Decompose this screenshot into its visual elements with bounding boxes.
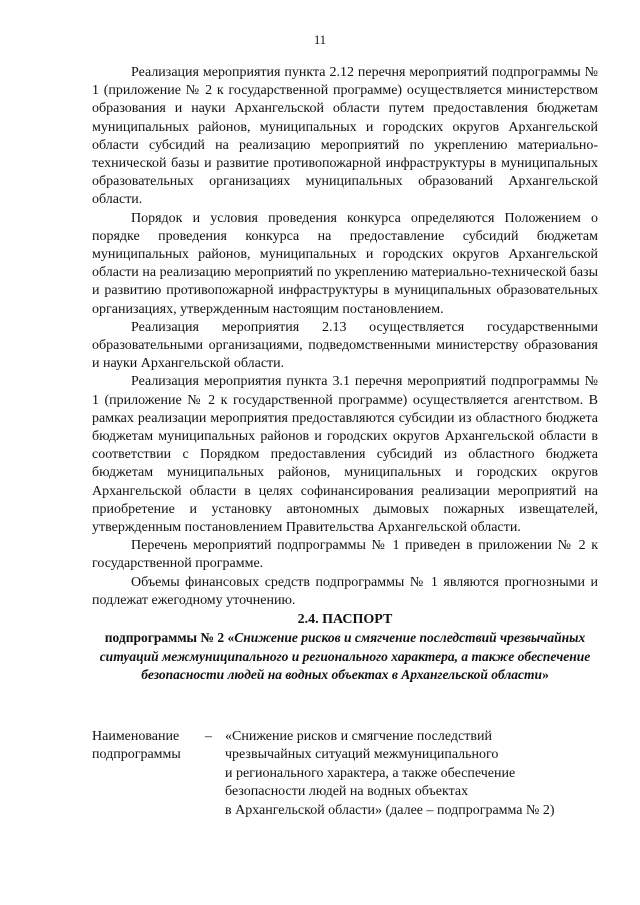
- label-line: Наименование: [92, 729, 180, 744]
- value-line: «Снижение рисков и смягчение последствий: [225, 729, 492, 744]
- paragraph: Перечень мероприятий подпрограммы № 1 приведен в приложении № 2 к государственной программе.: [92, 538, 598, 572]
- subtitle-prefix: подпрограммы № 2 «: [104, 630, 235, 646]
- section-subtitle: [92, 629, 598, 684]
- subtitle-name: Снижение рисков и смягчение последствий чрезвычайных ситуаций межмуниципального и регионального характера, а также обеспечение безопасности людей на водных объектах в Архангельской области: [99, 630, 591, 683]
- subtitle-suffix: »: [542, 667, 549, 683]
- value-line: чрезвычайных ситуаций межмуниципального: [225, 747, 499, 763]
- value-line: безопасности людей на водных объектах: [225, 784, 469, 800]
- passport-dash: –: [205, 729, 212, 744]
- paragraph: Объемы финансовых средств подпрограммы № 1 являются прогнозными и подлежат ежегодному уточнению.: [92, 574, 598, 608]
- paragraph: Реализация мероприятия пункта 3.1 перечня мероприятий подпрограммы № 1 (приложение № 2 к государственной программе) осуществляется агентством. В рамках реализации мероприятия предоставляются субсидии из областного бюджета бюджетам муниципальных районов и городских округов Архангельской области в соответствии с Порядком предоставления субсидий из областного бюджета бюджетам муниципальных районов, муниципальных и городских округов Архангельской области в целях софинансирования реализации мероприятий на приобретение и установку автономных дымовых пожарных извещателей, утвержденным постановлением Правительства Архангельской области.: [92, 374, 598, 536]
- page-number: 11: [313, 33, 327, 47]
- label-line: подпрограммы: [92, 747, 181, 763]
- body-text: [92, 64, 598, 610]
- paragraph: Порядок и условия проведения конкурса определяются Положением о порядке проведения конкурса на предоставление субсидий бюджетам муниципальных районов, муниципальных и городских округов Архангельской области на реализацию мероприятий по укреплению материально-технической базы и развитию противопожарной инфраструктуры в муниципальных образовательных организациях, утвержденным настоящим постановлением.: [92, 210, 598, 317]
- value-line: в Архангельской области» (далее – подпрограмма № 2): [225, 802, 555, 818]
- section-title: 2.4. ПАСПОРТ: [297, 612, 393, 627]
- passport-label: [92, 728, 202, 765]
- section-heading: [92, 611, 598, 685]
- paragraph: Реализация мероприятия пункта 2.12 перечня мероприятий подпрограммы № 1 (приложение № 2 к государственной программе) осуществляется министерством образования и науки Архангельской области путем предоставления бюджетам муниципальных районов, муниципальных и городских округов Архангельской области субсидий на реализацию мероприятий по укреплению материально-технической базы и развитие противопожарной инфраструктуры в муниципальных образовательных организациях муниципальных образований Архангельской области.: [92, 65, 598, 208]
- passport-value: [225, 728, 602, 820]
- value-line: и регионального характера, а также обеспечение: [225, 765, 516, 781]
- paragraph: Реализация мероприятия 2.13 осуществляется государственными образовательными организациями, подведомственными министерству образования и науки Архангельской области.: [92, 319, 598, 372]
